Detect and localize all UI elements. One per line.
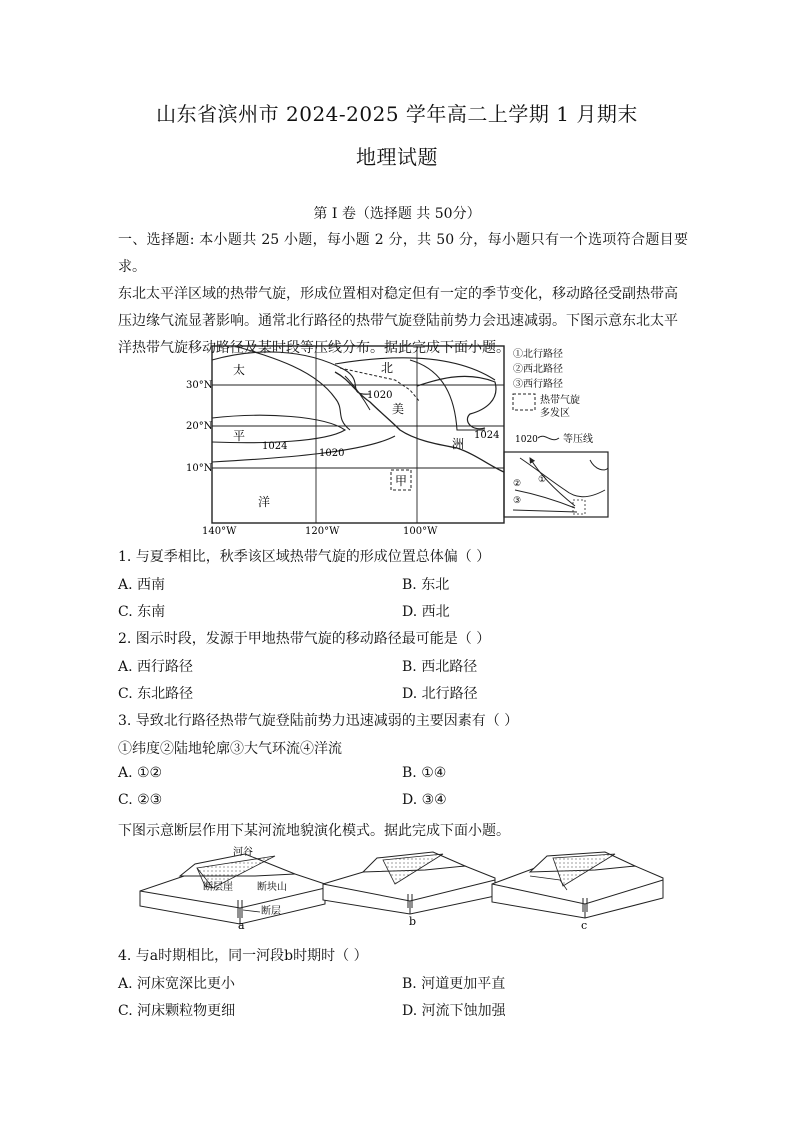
map-frame (212, 346, 504, 523)
option: C. 东南 (118, 604, 166, 620)
longitude-label: 120°W (305, 526, 340, 537)
latitude-label: 30°N (186, 380, 213, 391)
inset-route-north (530, 458, 575, 506)
option: A. ①② (118, 765, 163, 781)
isobar-value-label: 1024 (262, 441, 288, 452)
legend-isobar-symbol (538, 436, 559, 439)
option: B. 东北 (402, 577, 450, 593)
legend-route-west: ③西行路径 (513, 379, 563, 390)
fault-block-label: 断块山 (257, 882, 287, 893)
fault-panel-b (323, 852, 495, 914)
option: C. 河床颗粒物更细 (118, 1003, 236, 1019)
fault-evolution-figure (135, 846, 665, 936)
panel-label-b: b (409, 915, 417, 928)
question-1-stem: 1. 与夏季相比，秋季该区域热带气旋的形成位置总体偏（ ） (118, 549, 491, 565)
exam-title-line2: 地理试题 (356, 145, 438, 169)
inset-route-west (513, 510, 577, 512)
option: B. 西北路径 (402, 659, 478, 675)
isobar-value-label: 1024 (474, 430, 500, 441)
legend-route-north: ①北行路径 (513, 349, 563, 360)
question-2-stem: 2. 图示时段，发源于甲地热带气旋的移动路径最可能是（ ） (118, 631, 491, 647)
inset-route-number: ② (513, 479, 522, 489)
fault-label: 断层 (261, 906, 281, 917)
option: C. 东北路径 (118, 686, 194, 702)
ocean-label: 洋 (258, 495, 271, 509)
continent-label: 北 (381, 361, 394, 375)
legend-cyclone-text: 热带气旋 (540, 395, 580, 406)
instructions-text: 一、选择题: 本小题共 25 小题，每小题 2 分，共 50 分，每小题只有一个选项符合题目要求。 (118, 232, 688, 275)
inset-coastline (590, 460, 608, 470)
legend-isobar-value: 1020 (515, 435, 538, 445)
fault-cliff-label: 断层崖 (203, 882, 233, 893)
option: A. 西行路径 (118, 659, 194, 675)
isobar-line (212, 415, 345, 442)
panel-label-a: a (238, 919, 245, 932)
question-3-stem: 3. 导致北行路径热带气旋登陆前势力迅速减弱的主要因素有（ ） (118, 713, 519, 729)
ocean-label: 太 (233, 363, 246, 377)
legend-cyclone-text: 多发区 (540, 408, 570, 419)
passage-line: 压边缘气流显著影响。通常北行路径的热带气旋登陆前势力会迅速减弱。下图示意东北太平 (118, 313, 678, 329)
passage-2-text: 下图示意断层作用下某河流地貌演化模式。据此完成下面小题。 (118, 823, 510, 839)
question-4-stem: 4. 与a时期相比，同一河段b时期时（ ） (118, 948, 368, 964)
option: B. ①④ (402, 765, 447, 781)
valley-label: 河谷 (233, 847, 253, 858)
option: C. ②③ (118, 792, 163, 808)
inset-route-number: ③ (513, 496, 522, 506)
inset-route-number: ① (538, 475, 547, 485)
isobar-line (235, 346, 350, 430)
ocean-label: 平 (233, 429, 246, 443)
fault-panel-c (492, 852, 663, 918)
longitude-label: 100°W (403, 526, 438, 537)
passage-line: 东北太平洋区域的热带气旋，形成位置相对稳定但有一定的季节变化，移动路径受副热带高 (118, 286, 678, 302)
option: D. 河流下蚀加强 (402, 1003, 506, 1019)
option: A. 河床宽深比更小 (118, 976, 236, 992)
continent-label: 洲 (452, 437, 465, 451)
passage-line: 洋热带气旋移动路径及某时段等压线分布。据此完成下面小题。 (118, 340, 510, 356)
legend-route-northwest: ②西北路径 (513, 364, 563, 375)
legend-isobar-text: 等压线 (563, 434, 593, 445)
isobar-line (410, 360, 485, 430)
exam-title-line1: 山东省滨州市 2024-2025 学年高二上学期 1 月期末 (156, 102, 638, 126)
location-jia-label: 甲 (394, 474, 408, 488)
latitude-label: 20°N (186, 421, 213, 432)
option: D. ③④ (402, 792, 447, 808)
option: D. 西北 (402, 604, 450, 620)
cyclone-map-figure (186, 340, 615, 540)
longitude-label: 140°W (202, 526, 237, 537)
isobar-value-label: 1020 (319, 448, 345, 459)
option: B. 河道更加平直 (402, 976, 506, 992)
continent-label: 美 (392, 402, 405, 416)
panel-label-c: c (581, 919, 588, 932)
coastline (335, 372, 504, 472)
option: A. 西南 (118, 577, 166, 593)
legend-cyclone-box (513, 394, 535, 410)
question-3-statements: ①纬度②陆地轮廓③大气环流④洋流 (118, 741, 342, 757)
option: D. 北行路径 (402, 686, 478, 702)
isobar-value-label: 1020 (367, 390, 393, 401)
section-heading: 第 I 卷（选择题 共 50分） (313, 206, 481, 222)
latitude-label: 10°N (186, 463, 213, 474)
